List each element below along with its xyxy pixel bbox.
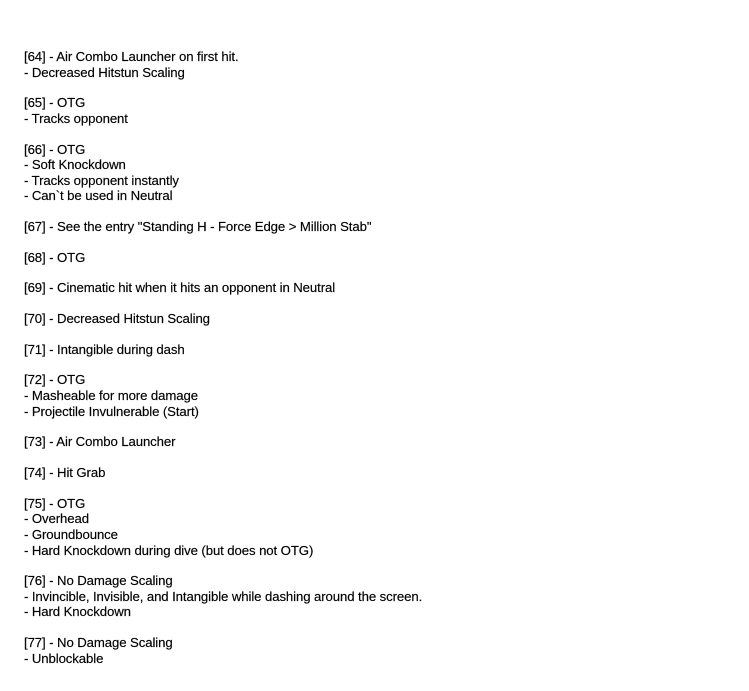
note-line: - Tracks opponent [24,110,128,126]
note-entry-76 [24,573,734,620]
note-entry-65 [24,95,734,126]
note-line: [69] - Cinematic hit when it hits an opponent in Neutral [24,280,336,296]
note-line: - Hard Knockdown [24,604,131,620]
note-line: - Projectile Invulnerable (Start) [24,403,199,419]
note-entry-77 [24,635,734,666]
note-line: [67] - See the entry "Standing H - Force Edge > Million Stab" [24,219,372,235]
note-entry-67 [24,219,734,235]
note-entry-72 [24,372,734,419]
note-entry-74 [24,465,734,481]
note-line: - Overhead [24,511,89,527]
note-line: - Groundbounce [24,526,118,542]
note-entry-75 [24,496,734,558]
note-line: - Can`t be used in Neutral [24,188,173,204]
note-line: [68] - OTG [24,249,86,265]
note-line: [75] - OTG [24,495,86,511]
note-line: [71] - Intangible during dash [24,341,185,357]
note-line: - Soft Knockdown [24,157,126,173]
note-line: [74] - Hit Grab [24,465,106,481]
note-line: [73] - Air Combo Launcher [24,434,176,450]
note-entry-71 [24,342,734,358]
note-line: [64] - Air Combo Launcher on first hit. [24,49,239,64]
note-entry-64 [24,49,734,80]
note-line: - Unblockable [24,650,104,666]
note-line: - Decreased Hitstun Scaling [24,64,185,80]
note-line: - Tracks opponent instantly [24,172,179,188]
note-entry-69 [24,280,734,296]
note-line: [70] - Decreased Hitstun Scaling [24,311,210,327]
note-entry-70 [24,311,734,327]
note-line: [65] - OTG [24,95,86,111]
note-entry-68 [24,250,734,266]
note-line: [66] - OTG [24,141,86,157]
note-line: [76] - No Damage Scaling [24,573,173,589]
note-line: [72] - OTG [24,372,86,388]
note-entry-66 [24,142,734,204]
note-line: - Hard Knockdown during dive (but does not OTG) [24,542,314,558]
document-body [24,49,734,681]
note-line: [77] - No Damage Scaling [24,635,173,651]
note-entry-73 [24,434,734,450]
note-line: - Invincible, Invisible, and Intangible while dashing around the screen. [24,588,423,604]
note-line: - Masheable for more damage [24,388,198,404]
